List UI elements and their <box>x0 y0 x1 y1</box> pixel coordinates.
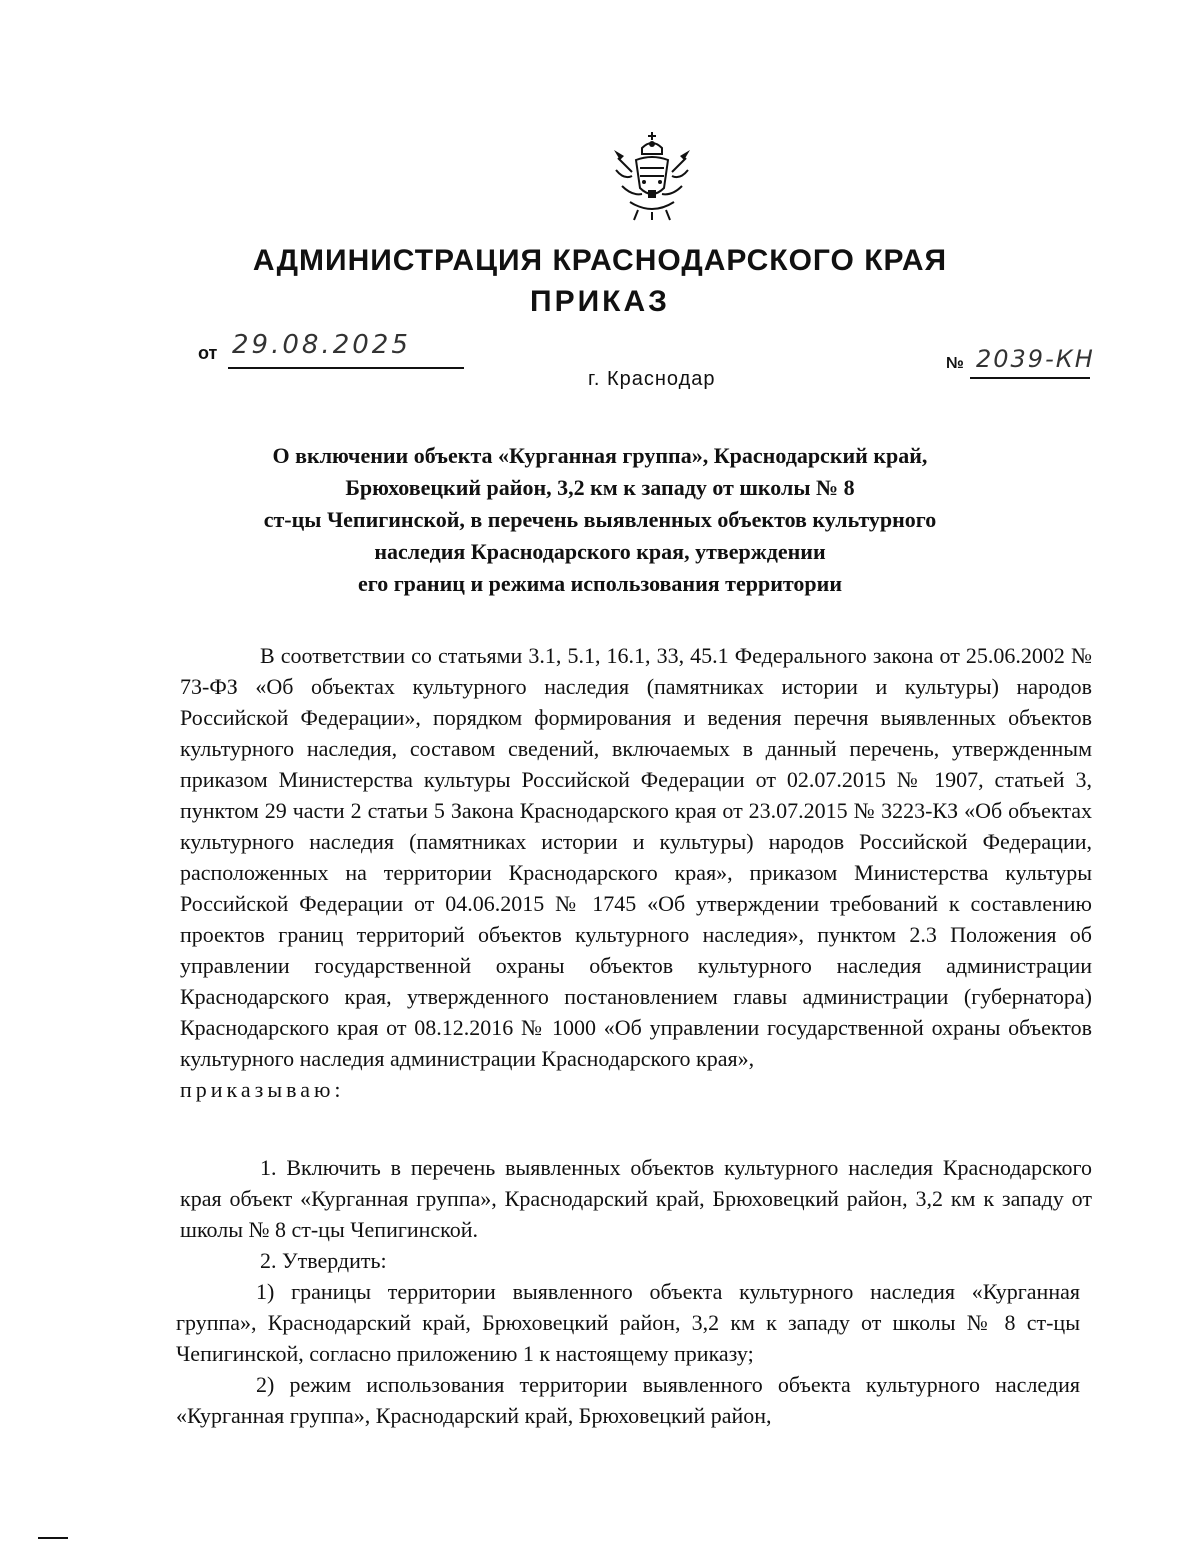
coat-of-arms-icon <box>612 130 692 222</box>
order-word: приказываю: <box>180 1077 345 1102</box>
item-2-1: 1) границы территории выявленного объекта культурного наследия «Курганная группа», Краснодарский край, Брюховецкий район, 3,2 км к западу от школы № 8 ст-цы Чепигинской, согласно приложению 1 к настоящему приказу; <box>176 1279 1080 1366</box>
city: г. Краснодар <box>588 368 716 390</box>
date-underline <box>228 367 464 369</box>
number-underline <box>970 377 1090 379</box>
preamble-paragraph: В соответствии со статьями 3.1, 5.1, 16.1, 33, 45.1 Федерального закона от 25.06.2002 № 73-ФЗ «Об объектах культурного наследия (памятниках истории и культуры) народов Российской Федерации», порядком формирования и ведения перечня выявленных объектов культурного наследия, составом сведений, включаемых в данный перечень, утвержденным приказом Министерства культуры Российской Федерации от 02.07.2015 № 1907, статьей 3, пунктом 29 части 2 статьи 5 Закона Краснодарского края от 23.07.2015 № 3223-КЗ «Об объектах культурного наследия (памятниках истории и культуры) народов Российской Федерации, расположенных на территории Краснодарского края», приказом Министерства культуры Российской Федерации от 04.06.2015 № 1745 «Об утверждении требований к составлению проектов границ территорий объектов культурного наследия», пунктом 2.3 Положения об управлении государственной охраны объектов культурного наследия администрации Краснодарского края, утвержденного постановлением главы администрации (губернатора) Краснодарского края от 08.12.2016 № 1000 «Об управлении государственной охраны объектов культурного наследия администрации Краснодарского края», <box>180 643 1092 1071</box>
subject-line: его границ и режима использования территории <box>357 571 843 596</box>
subject-line: наследия Краснодарского края, утверждении <box>374 539 826 564</box>
subject-line: ст-цы Чепигинской, в перечень выявленных объектов культурного <box>263 507 937 532</box>
item-1: 1. Включить в перечень выявленных объектов культурного наследия Краснодарского края объект «Курганная группа», Краснодарский край, Брюховецкий район, 3,2 км к западу от школы № 8 ст-цы Чепигинской. <box>180 1155 1092 1242</box>
item-2: 2. Утвердить: <box>260 1248 387 1273</box>
number-value: 2039-КН <box>976 345 1095 373</box>
document-type: ПРИКАЗ <box>530 285 670 318</box>
item-2-2: 2) режим использования территории выявленного объекта культурного наследия «Курганная группа», Краснодарский край, Брюховецкий район, <box>176 1372 1080 1428</box>
subject-line: Брюховецкий район, 3,2 км к западу от школы № 8 <box>345 475 855 500</box>
number-label: № <box>946 355 964 372</box>
preamble-block <box>180 640 1092 1105</box>
items-block <box>180 1152 1092 1276</box>
date-value: 29.08.2025 <box>232 330 411 360</box>
subject-line: О включении объекта «Курганная группа», Краснодарский край, <box>272 443 928 468</box>
subitems-block <box>176 1276 1080 1431</box>
date-label: от <box>198 343 218 363</box>
organization-title: АДМИНИСТРАЦИЯ КРАСНОДАРСКОГО КРАЯ <box>252 244 948 277</box>
order-subject <box>150 440 1050 600</box>
corner-mark <box>38 1537 68 1539</box>
